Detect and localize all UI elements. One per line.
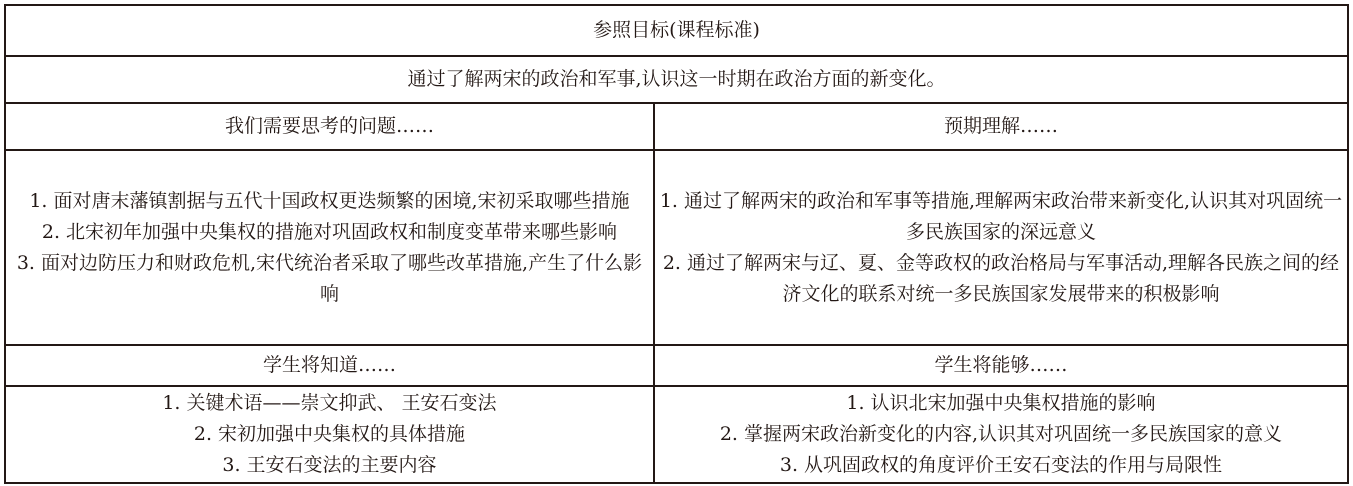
lesson-target-table: [4, 4, 1349, 484]
know-item-2: 2. 宋初加强中央集权的具体措施: [193, 422, 466, 445]
questions-understanding-header-row: [5, 103, 1348, 150]
question-item-3: 3. 面对边防压力和财政危机,宋代统治者采取了哪些改革措施,产生了什么影响: [16, 251, 643, 305]
understanding-heading: 预期理解……: [654, 103, 1348, 150]
understanding-item-2: 2. 通过了解两宋与辽、夏、金等政权的政治格局与军事活动,理解各民族之间的经济文化的联系对统一多民族国家发展带来的积极影响: [662, 251, 1340, 305]
able-heading: 学生将能够……: [654, 345, 1348, 386]
question-item-2: 2. 北宋初年加强中央集权的措施对巩固政权和制度变革带来哪些影响: [41, 220, 618, 243]
curriculum-standard-text: 通过了解两宋的政治和军事,认识这一时期在政治方面的新变化。: [5, 56, 1348, 104]
able-item-3: 3. 从巩固政权的角度评价王安石变法的作用与局限性: [779, 453, 1223, 476]
understanding-cell: [654, 150, 1348, 345]
standard-row: [5, 56, 1348, 104]
understanding-item-1: 1. 通过了解两宋的政治和军事等措施,理解两宋政治带来新变化,认识其对巩固统一多民族国家的深远意义: [659, 189, 1343, 243]
questions-heading: 我们需要思考的问题……: [5, 103, 654, 150]
know-heading: 学生将知道……: [5, 345, 654, 386]
able-cell: [654, 386, 1348, 483]
questions-understanding-content-row: [5, 150, 1348, 345]
know-item-1: 1. 关键术语——崇文抑武、 王安石变法: [162, 391, 497, 414]
title-row: [5, 5, 1348, 56]
know-able-header-row: [5, 345, 1348, 386]
know-cell: [5, 386, 654, 483]
reference-target-title: 参照目标(课程标准): [5, 5, 1348, 56]
questions-cell: [5, 150, 654, 345]
able-item-1: 1. 认识北宋加强中央集权措施的影响: [846, 391, 1156, 414]
question-item-1: 1. 面对唐末藩镇割据与五代十国政权更迭频繁的困境,宋初采取哪些措施: [29, 189, 630, 212]
lesson-target-table-wrapper: [4, 4, 1349, 484]
able-item-2: 2. 掌握两宋政治新变化的内容,认识其对巩固统一多民族国家的意义: [719, 422, 1283, 445]
know-item-3: 3. 王安石变法的主要内容: [222, 453, 437, 476]
know-able-content-row: [5, 386, 1348, 483]
